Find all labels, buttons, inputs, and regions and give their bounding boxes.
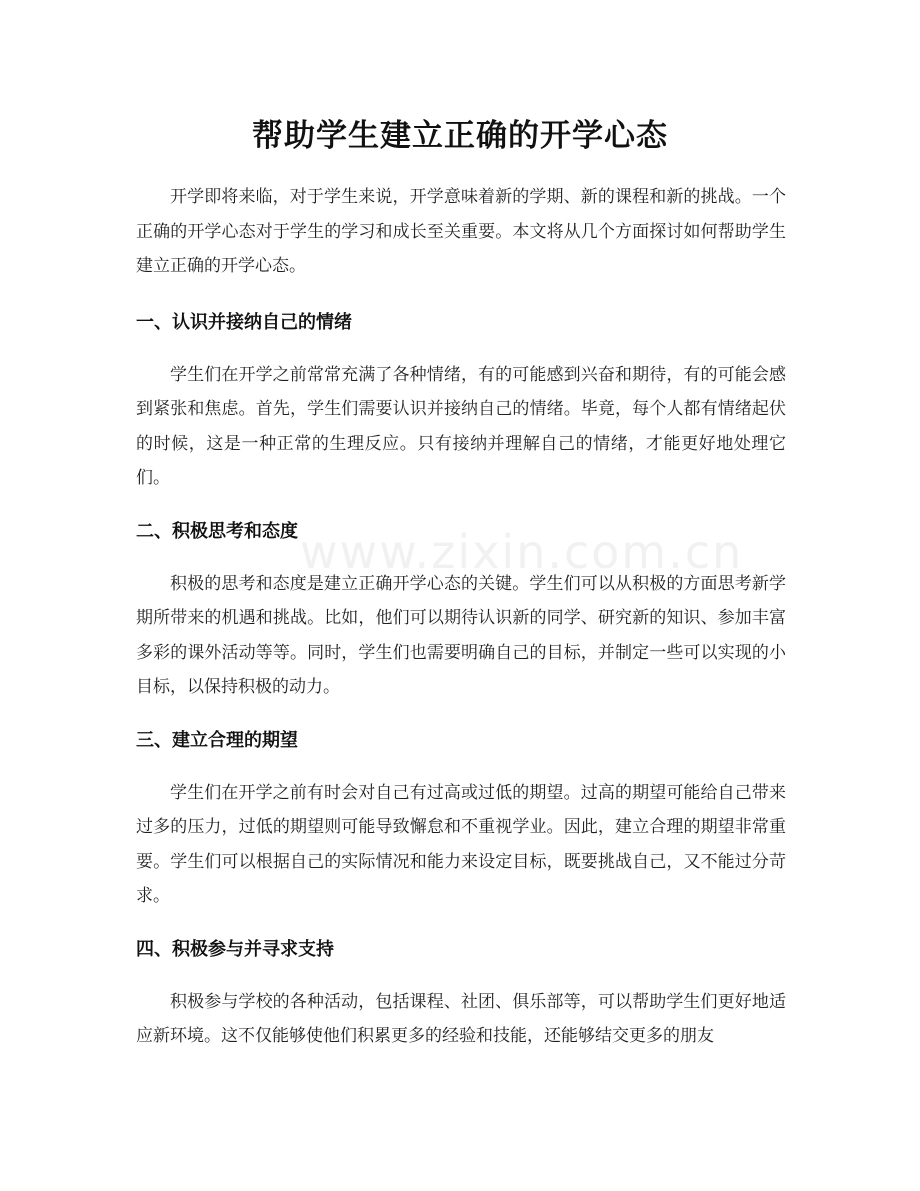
section-paragraph-3: 学生们在开学之前有时会对自己有过高或过低的期望。过高的期望可能给自己带来过多的压力，过低的期望则可能导致懈怠和不重视学业。因此，建立合理的期望非常重要。学生们可以根据自己的实际情况和能力来设定目标，既要挑战自己，又不能过分苛求。	[136, 782, 786, 906]
section-paragraph-2: 积极的思考和态度是建立正确开学心态的关键。学生们可以从积极的方面思考新学期所带来的机遇和挑战。比如，他们可以期待认识新的同学、研究新的知识、参加丰富多彩的课外活动等等。同时，学生们也需要明确自己的目标，并制定一些可以实现的小目标，以保持积极的动力。	[136, 573, 786, 697]
section-heading-3: 三、建立合理的期望	[136, 729, 298, 751]
document-body	[136, 180, 786, 1054]
section-heading-2: 二、积极思考和态度	[136, 520, 298, 542]
section-paragraph-1: 学生们在开学之前常常充满了各种情绪，有的可能感到兴奋和期待，有的可能会感到紧张和焦虑。首先，学生们需要认识并接纳自己的情绪。毕竟，每个人都有情绪起伏的时候，这是一种正常的生理反应。只有接纳并理解自己的情绪，才能更好地处理它们。	[136, 364, 786, 488]
section-heading-4: 四、积极参与并寻求支持	[136, 938, 334, 960]
section-heading-1: 一、认识并接纳自己的情绪	[136, 311, 352, 333]
intro-paragraph: 开学即将来临，对于学生来说，开学意味着新的学期、新的课程和新的挑战。一个正确的开学心态对于学生的学习和成长至关重要。本文将从几个方面探讨如何帮助学生建立正确的开学心态。	[136, 187, 786, 276]
page-title: 帮助学生建立正确的开学心态	[252, 118, 668, 154]
watermark: www.zixin.com.cn	[300, 525, 744, 579]
section-paragraph-4: 积极参与学校的各种活动，包括课程、社团、俱乐部等，可以帮助学生们更好地适应新环境。这不仅能够使他们积累更多的经验和技能，还能够结交更多的朋友	[136, 991, 786, 1046]
